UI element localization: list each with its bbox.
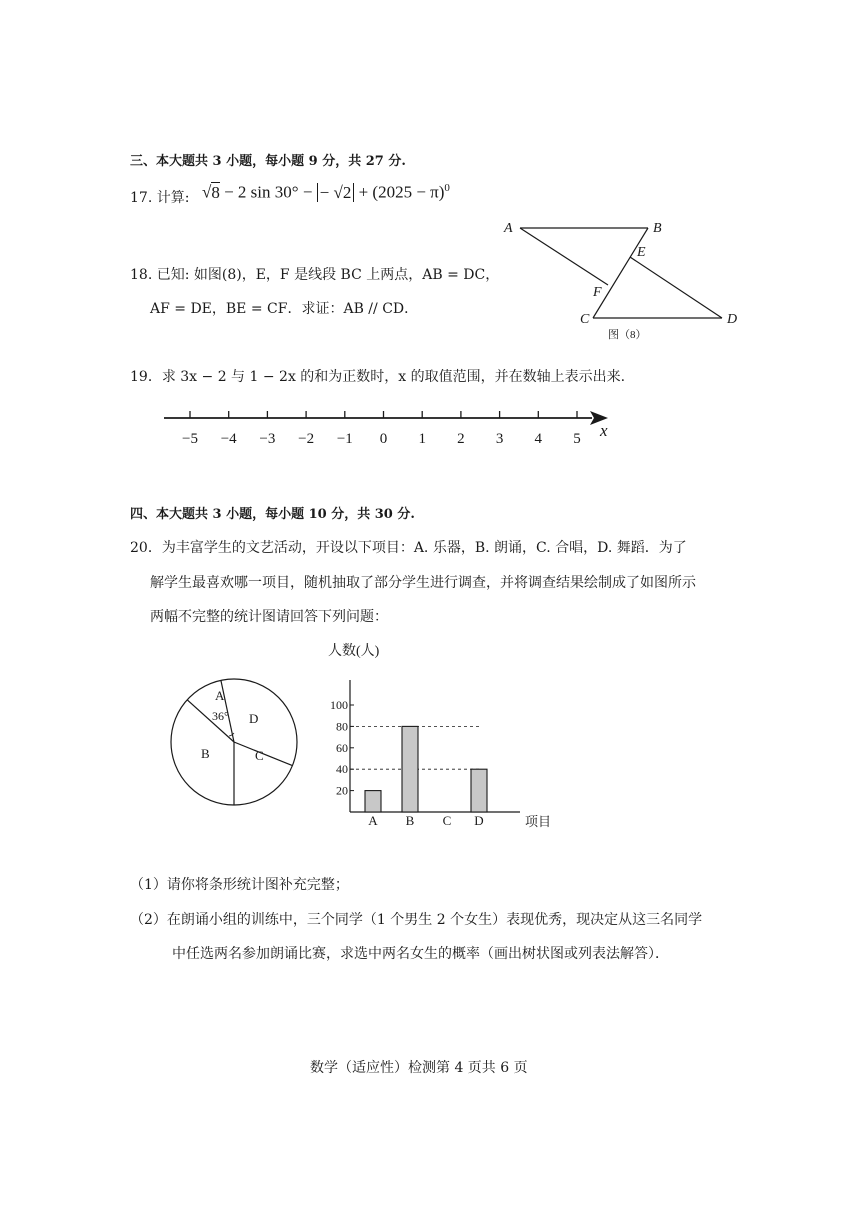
bar-y-tick-label: 40	[336, 762, 348, 777]
bar-d	[471, 769, 487, 812]
q20-sub2-line2: 中任选两名参加朗诵比赛，求选中两名女生的概率（画出树状图或列表法解答）．	[172, 946, 669, 962]
axis-tick-label: 4	[534, 431, 543, 447]
angle-arc	[229, 733, 234, 736]
axis-tick-label: 2	[457, 431, 465, 447]
q17-mid: − 2 sin 30° −	[224, 182, 313, 202]
figure-caption: 图（8）	[608, 329, 647, 341]
q20-sub1: （1）请你将条形统计图补充完整；	[130, 877, 349, 893]
pie-label-a: A	[215, 688, 225, 703]
axis-variable: x	[600, 421, 608, 440]
bar-y-tick-label: 100	[330, 698, 348, 712]
pie-label-b: B	[201, 746, 210, 761]
section-3-header: 三、本大题共 3 小题，每小题 9 分，共 27 分.	[130, 154, 406, 169]
bar-ylabel: 人数(人)	[328, 644, 380, 659]
q18-line1: 18. 已知: 如图(8)，E，F 是线段 BC 上两点，AB = DC，	[130, 267, 500, 283]
pie-label-d: D	[249, 711, 259, 726]
axis-tick-label: −1	[336, 431, 353, 447]
q20-line2: 解学生最喜欢哪一项目，随机抽取了部分学生进行调查，并将调查结果绘制成了如图所示	[150, 575, 696, 591]
q18-line2: AF = DE，BE = CF．求证：AB // CD．	[150, 301, 419, 317]
label-d: D	[727, 312, 738, 327]
segment-ed	[630, 257, 722, 318]
axis-tick-label: 3	[495, 431, 504, 447]
q17-paren: (2025 − π)	[372, 182, 445, 202]
bar-y-tick-label: 80	[336, 719, 348, 734]
q20-line3: 两幅不完整的统计图请回答下列问题：	[150, 609, 388, 625]
axis-tick-label: 5	[573, 431, 581, 447]
pie-chart	[165, 670, 305, 815]
q17-sqrt8: 8	[211, 182, 220, 202]
q19-text: 19．求 3x − 2 与 1 − 2x 的和为正数时，x 的取值范围，并在数轴上表示出来.	[130, 369, 626, 385]
q17-prompt: 计算:	[156, 190, 190, 206]
pie-angle-label: 36°	[212, 709, 229, 723]
q20-sub2-line1: （2）在朗诵小组的训练中，三个同学（1 个男生 2 个女生）表现优秀，现决定从这三名同学	[130, 912, 703, 928]
q17-expression: √8 − 2 sin 30° − − $√2 + (2025 - \pi)^0$	[202, 182, 450, 202]
label-b: B	[653, 221, 662, 236]
bar-xlabel: 项目	[525, 814, 552, 829]
bar-a	[365, 791, 381, 812]
bar-x-label: C	[442, 813, 452, 828]
segment-bc	[593, 228, 648, 318]
q17-number: 17.	[130, 190, 153, 206]
page-footer: 数学（适应性）检测第 4 页共 6 页	[310, 1060, 528, 1076]
pie-label-c: C	[255, 748, 264, 763]
bar-x-label: A	[368, 813, 378, 828]
axis-tick-label: −2	[298, 431, 315, 447]
bar-y-tick-label: 20	[336, 783, 348, 798]
axis-tick-label: 1	[418, 431, 426, 447]
bar-b	[402, 726, 418, 812]
label-a: A	[504, 221, 513, 236]
q17-abs: − √2	[317, 183, 355, 202]
label-f: F	[593, 285, 602, 300]
axis-tick-label: −4	[220, 431, 237, 447]
bar-y-tick-label: 60	[336, 740, 348, 755]
section-4-header: 四、本大题共 3 小题，每小题 10 分，共 30 分.	[130, 507, 415, 522]
q18-figure	[500, 215, 750, 345]
q17-label	[130, 187, 189, 207]
bar-x-label: D	[474, 813, 484, 828]
label-e: E	[637, 245, 646, 260]
q17-exp: 0	[444, 182, 450, 194]
q20-line1: 20．为丰富学生的文艺活动，开设以下项目：A. 乐器，B. 朗诵，C. 合唱，D. 舞蹈．为了	[130, 540, 687, 556]
number-line	[160, 405, 620, 455]
axis-tick-label: 0	[379, 431, 388, 447]
segment-af	[520, 228, 608, 285]
bar-x-label: B	[405, 813, 415, 828]
axis-tick-label: −3	[259, 431, 276, 447]
q17-plus: +	[358, 182, 369, 202]
bar-chart	[320, 635, 565, 835]
label-c: C	[580, 312, 590, 327]
axis-tick-label: −5	[182, 431, 198, 447]
